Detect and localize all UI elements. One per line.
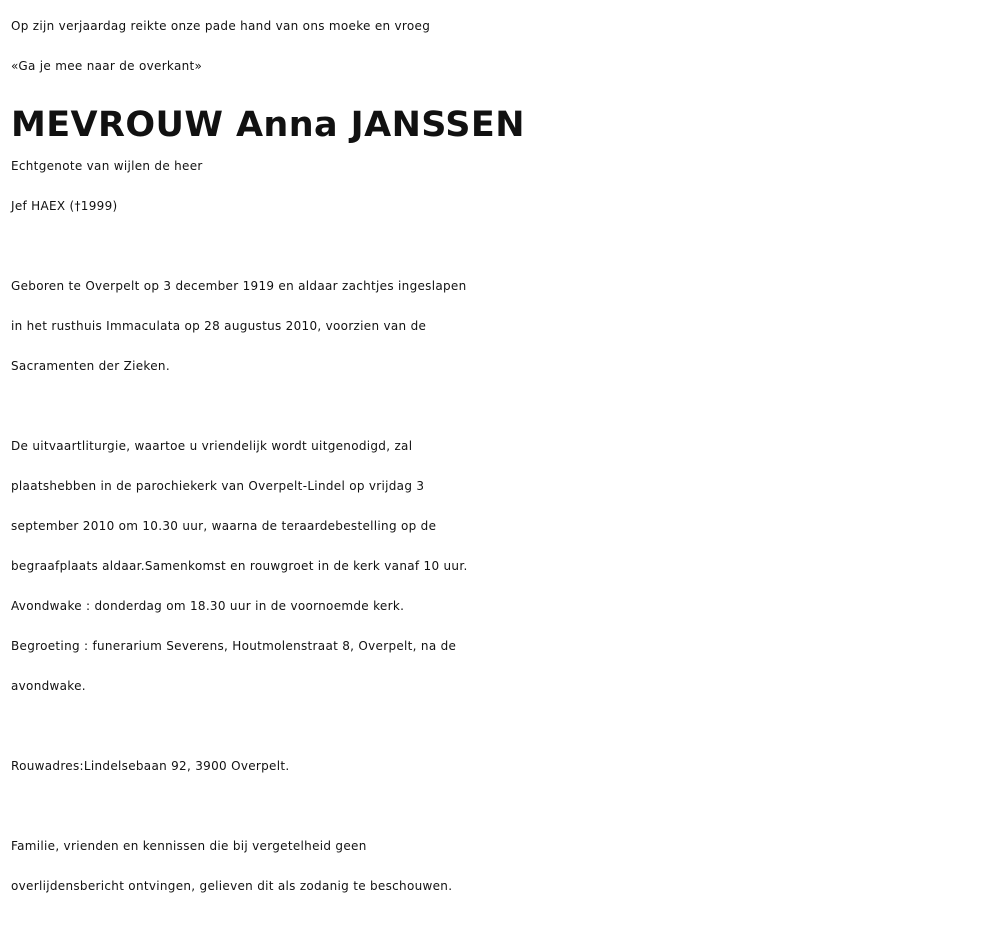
intro-line-1: Op zijn verjaardag reikte onze pade hand van ons moeke en vroeg [11, 19, 431, 33]
funeral-line-5: Avondwake : donderdag om 18.30 uur in de voornoemde kerk. [11, 599, 405, 613]
spacer [11, 786, 1000, 826]
funeral-line-4: begraafplaats aldaar.Samenkomst en rouwgroet in de kerk vanaf 10 uur. [11, 559, 468, 573]
funeral-line-2: plaatshebben in de parochiekerk van Overpelt-Lindel op vrijdag 3 [11, 479, 425, 493]
closing-line-1: Familie, vrienden en kennissen die bij vergetelheid geen [11, 839, 367, 853]
closing-line-2: overlijdensbericht ontvingen, gelieven dit als zodanig te beschouwen. [11, 879, 453, 893]
funeral-line-3: september 2010 om 10.30 uur, waarna de teraardebestelling op de [11, 519, 437, 533]
funeral-line-1: De uitvaartliturgie, waartoe u vriendelijk wordt uitgenodigd, zal [11, 439, 413, 453]
spacer [11, 226, 1000, 266]
funeral-line-6: Begroeting : funerarium Severens, Houtmolenstraat 8, Overpelt, na de [11, 639, 457, 653]
spacer [11, 706, 1000, 746]
spouse-line-2: Jef HAEX (†1999) [11, 199, 118, 213]
deceased-name: MEVROUW Anna JANSSEN [11, 105, 525, 145]
name-block [11, 86, 1000, 146]
birth-death-line-3: Sacramenten der Zieken. [11, 359, 170, 373]
intro-line-2: «Ga je mee naar de overkant» [11, 59, 203, 73]
funeral-line-7: avondwake. [11, 679, 86, 693]
spacer [11, 386, 1000, 426]
spouse-line-1: Echtgenote van wijlen de heer [11, 159, 203, 173]
birth-death-line-2: in het rusthuis Immaculata op 28 augustus 2010, voorzien van de [11, 319, 427, 333]
mourning-address: Rouwadres:Lindelsebaan 92, 3900 Overpelt. [11, 759, 290, 773]
birth-death-line-1: Geboren te Overpelt op 3 december 1919 en aldaar zachtjes ingeslapen [11, 279, 467, 293]
